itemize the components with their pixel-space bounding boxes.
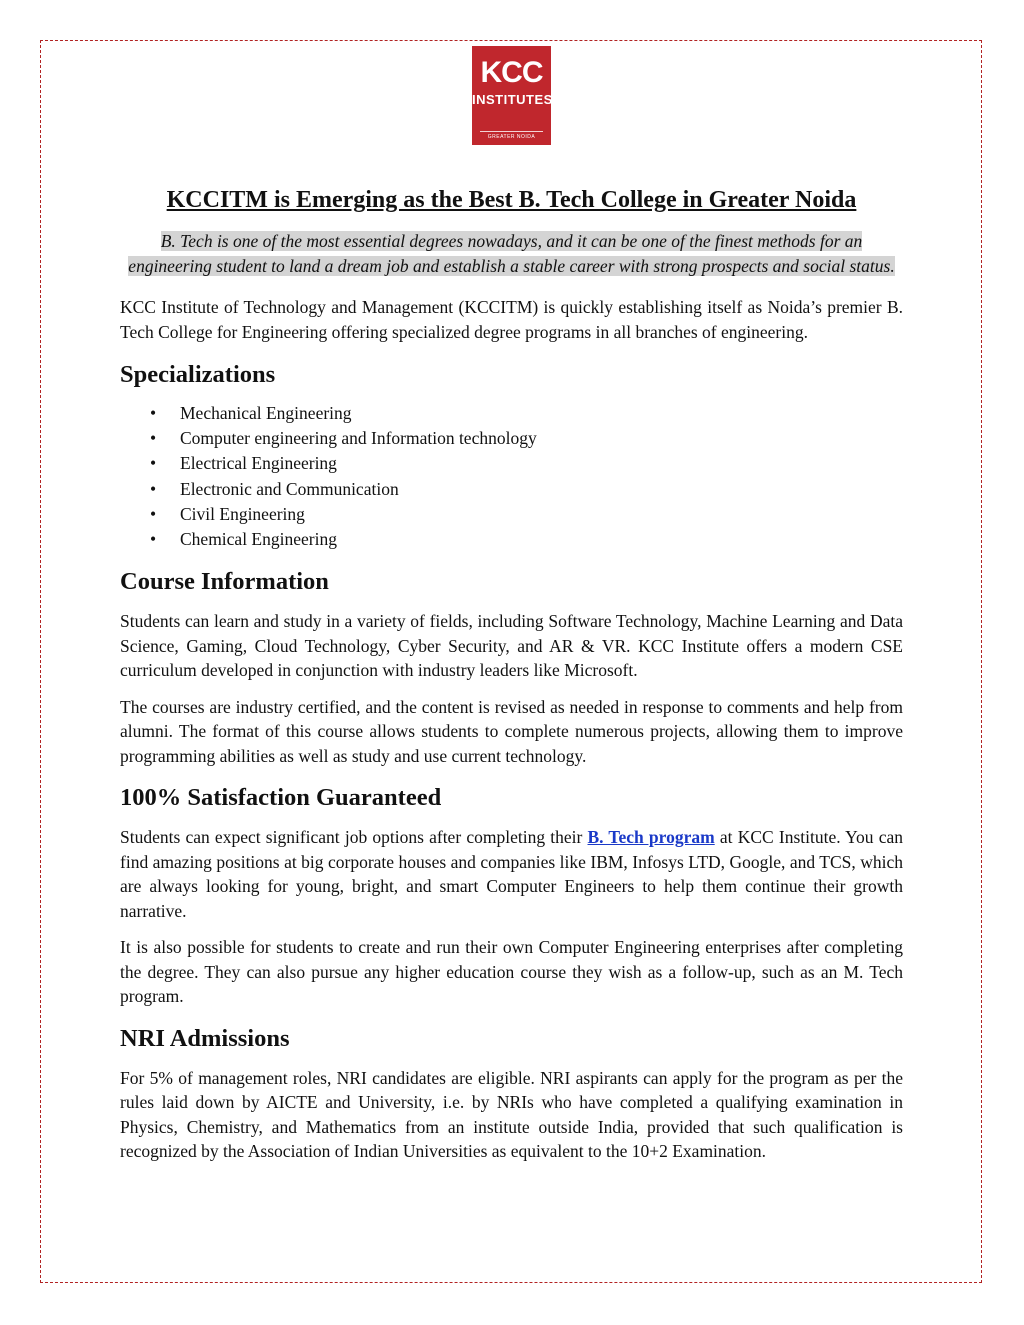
course-information-paragraph-2: The courses are industry certified, and the content is revised as needed in response to comments and help from alumni. The format of this course allows students to complete numerous projects, allowing them to improve programming abilities as well as study and use current technology. bbox=[120, 696, 903, 766]
kcc-institutes-logo bbox=[472, 46, 551, 145]
satisfaction-heading: 100% Satisfaction Guaranteed bbox=[120, 784, 442, 812]
document-body bbox=[120, 180, 903, 1164]
specializations-list bbox=[120, 401, 903, 552]
course-information-heading: Course Information bbox=[120, 568, 329, 596]
list-item: • Electronic and Communication bbox=[120, 477, 903, 502]
logo-text-location: GREATER NOIDA bbox=[487, 134, 536, 140]
logo-text-institutes: INSTITUTES bbox=[472, 92, 553, 107]
satisfaction-text-end: at KCC Institute. You can find amazing positions at big corporate houses and companies like IBM, Infosys LTD, Google, and TCS, which are always looking for young, bright, and smart Computer Engineers to help them continue their growth narrative. bbox=[120, 827, 903, 921]
course-information-paragraph-1: Students can learn and study in a variety of fields, including Software Technology, Machine Learning and Data Science, Gaming, Cloud Technology, Cyber Security, and AR & VR. KCC Institute offers a modern CSE curriculum developed in conjunction with industry leaders like Microsoft. bbox=[120, 611, 903, 681]
list-item: • Electrical Engineering bbox=[120, 451, 903, 476]
list-item: • Civil Engineering bbox=[120, 502, 903, 527]
nri-admissions-heading: NRI Admissions bbox=[120, 1024, 290, 1052]
btech-program-link[interactable]: B. Tech program bbox=[587, 827, 715, 848]
nri-admissions-paragraph: For 5% of management roles, NRI candidates are eligible. NRI aspirants can apply for the program as per the rules laid down by AICTE and University, i.e. by NRIs who have completed a qualifying examination in Physics, Chemistry, and Mathematics from an institute outside India, provided that such qualification is recognized by the Association of Indian Universities as equivalent to the 10+2 Examination. bbox=[120, 1067, 903, 1162]
list-item: • Chemical Engineering bbox=[120, 527, 903, 552]
intro-highlight bbox=[120, 229, 903, 278]
list-item: • Computer engineering and Information technology bbox=[120, 426, 903, 451]
list-item: • Mechanical Engineering bbox=[120, 401, 903, 426]
overview-paragraph: KCC Institute of Technology and Management (KCCITM) is quickly establishing itself as Noida’s premier B. Tech College for Engineering offering specialized degree programs in all branches of engineering. bbox=[120, 297, 903, 342]
satisfaction-text-start: Students can expect significant job options after completing their bbox=[120, 827, 588, 848]
logo-text-kcc: KCC bbox=[480, 56, 543, 89]
specializations-heading: Specializations bbox=[120, 361, 276, 388]
satisfaction-paragraph-1 bbox=[120, 825, 903, 923]
satisfaction-paragraph-2: It is also possible for students to create and run their own Computer Engineering enterprises after completing the degree. They can also pursue any higher education course they wish as a follow-up, such as an M. Tech program. bbox=[120, 937, 903, 1007]
intro-text: B. Tech is one of the most essential degrees nowadays, and it can be one of the finest methods for an engineering student to land a dream job and establish a stable career with strong prospects and social status. bbox=[128, 231, 895, 276]
page-title: KCCITM is Emerging as the Best B. Tech College in Greater Noida bbox=[166, 187, 857, 213]
logo-divider bbox=[480, 131, 543, 132]
